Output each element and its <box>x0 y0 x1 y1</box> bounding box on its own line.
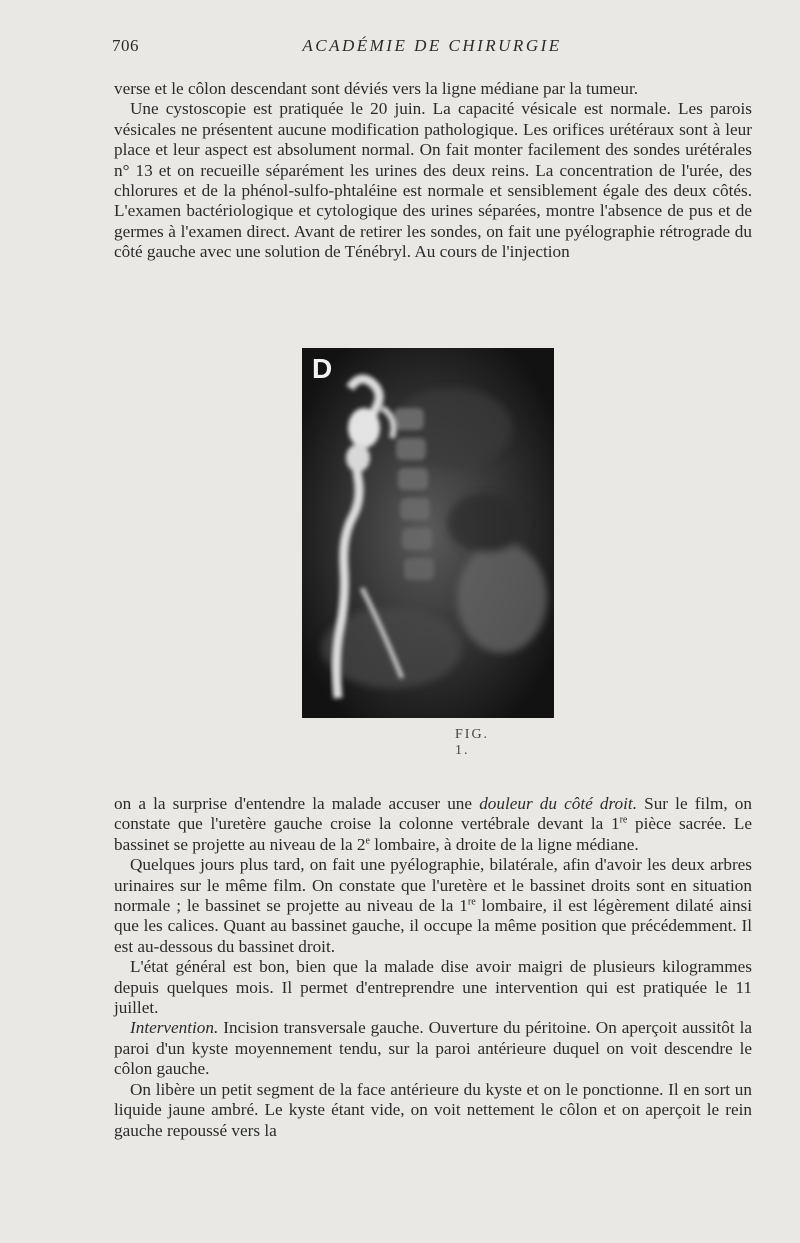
paragraph-general-state: L'état général est bon, bien que la malade dise avoir maigri de plusieurs kilogrammes depuis quelques mois. Il permet d'entreprendre une intervention qui est pratiquée le 11 juillet. <box>114 957 752 1018</box>
text-segment: on a la surprise d'entendre la malade accuser une <box>114 794 480 813</box>
intervention-label: Intervention. <box>130 1018 219 1038</box>
radiograph-marker: D <box>312 353 333 384</box>
text-block-top <box>114 79 752 263</box>
text-segment: pièce sacrée. Le bassinet se projette au niveau de la 2 <box>114 814 752 854</box>
radiograph-image <box>302 348 554 718</box>
superscript: re <box>619 814 628 826</box>
running-title: ACADÉMIE DE CHIRURGIE <box>302 36 562 55</box>
paragraph-continuation: verse et le côlon descendant sont déviés vers la ligne médiane par la tumeur. <box>114 79 639 98</box>
text-segment: Incision transversale gauche. Ouverture du péritoine. On aperçoit aussitôt la paroi d'un kyste moyennement tendu, sur la paroi antérieure duquel on voit descendre le côlon gauche. <box>114 1018 752 1079</box>
text-segment: lombaire, à droite de la ligne médiane. <box>369 834 639 854</box>
text-segment: lombaire, il est légèrement dilaté ainsi que les calices. Quant au bassinet gauche, il occupe la même position que précédemment. Il est au-dessous du bassinet droit. <box>114 896 753 956</box>
superscript: e <box>365 835 370 847</box>
paragraph-bilateral <box>114 855 752 957</box>
superscript: re <box>467 896 476 908</box>
paragraph-surprise <box>114 794 752 855</box>
emphasis-text: douleur du côté droit. <box>479 794 637 813</box>
page-number: 706 <box>112 36 139 55</box>
paragraph-intervention <box>114 1018 752 1079</box>
text-segment: Quelques jours plus tard, on fait une pyélographie, bilatérale, afin d'avoir les deux arbres urinaires sur le même film. On constate que l'uretère et le bassinet droits sont en situation normale ; le bassinet se projette au niveau de la 1 <box>114 855 752 916</box>
text-block-bottom <box>114 794 752 1141</box>
text-segment: Sur le film, on constate que l'uretère gauche croise la colonne vertébrale devant la 1 <box>114 794 752 834</box>
figure-caption: FIG. 1. <box>455 727 490 758</box>
pyelography-radiograph <box>302 348 554 718</box>
paragraph-puncture: On libère un petit segment de la face antérieure du kyste et on le ponctionne. Il en sort un liquide jaune ambré. Le kyste étant vide, on voit nettement le côlon et on aperçoit le rein gauche repoussé vers la <box>114 1079 752 1140</box>
page-header <box>112 36 752 60</box>
figure-caption-wrap <box>455 727 490 758</box>
paragraph-cystoscopy: Une cystoscopie est pratiquée le 20 juin. La capacité vésicale est normale. Les parois vésicales ne présentent aucune modification pathologique. Les orifices urétéraux sont à leur place et leur aspect est absolument normal. On fait monter facilement des sondes urétérales n° 13 et on recueille séparément les urines des deux reins. La concentration de l'urée, des chlorures et de la phénol-sulfo-phtaléine est normale et sensiblement égale des deux côtés. L'examen bactériologique et cytologique des urines séparées, montre l'absence de pus et de germes à l'examen direct. Avant de retirer les sondes, on fait une pyélographie rétrograde du côté gauche avec une solution de Ténébryl. Au cours de l'injection <box>114 99 752 262</box>
